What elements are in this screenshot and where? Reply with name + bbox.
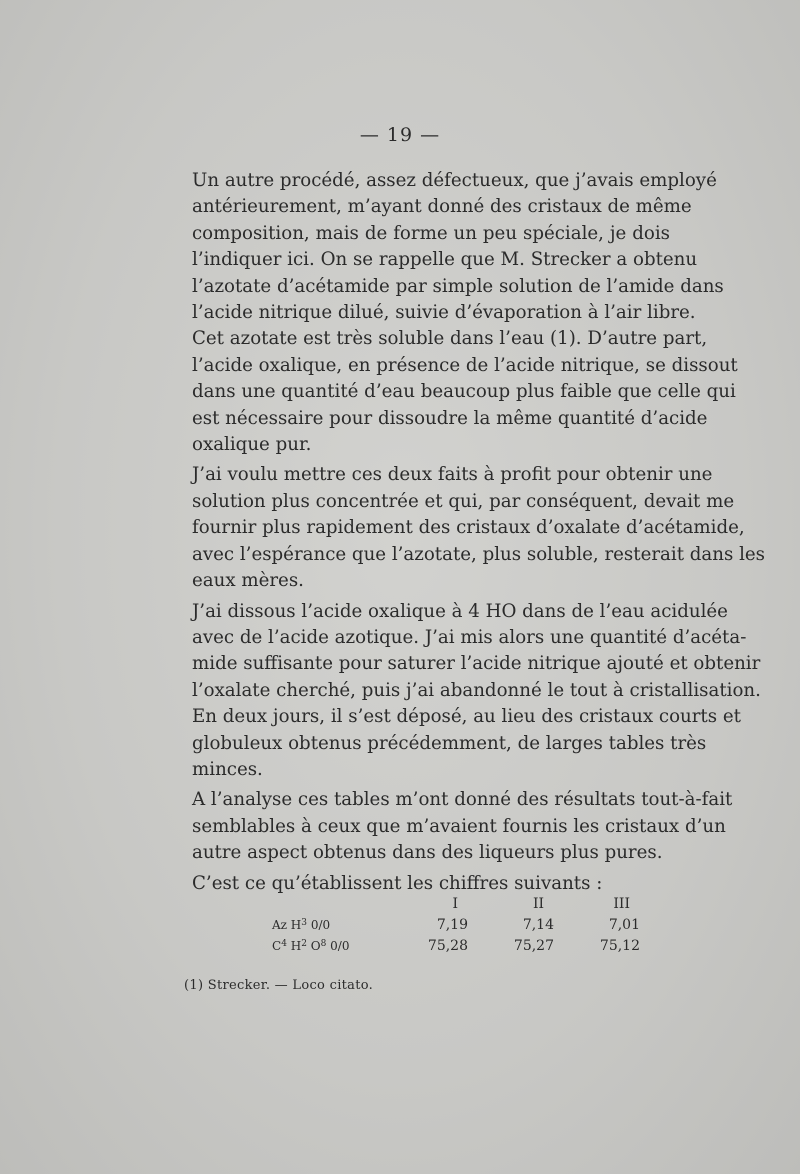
paragraph-1	[164, 168, 738, 458]
text-line: A l’analyse ces tables m’ont donné des résultats tout-à-fait	[192, 789, 733, 811]
text-line: oxalique pur.	[192, 434, 312, 456]
text-line: antérieurement, m’ayant donné des cristaux de même	[192, 196, 692, 218]
text-line: J’ai voulu mettre ces deux faits à profit pour obtenir une	[192, 464, 713, 486]
text-line: avec l’espérance que l’azotate, plus soluble, resterait dans les	[192, 543, 766, 565]
text-line: autre aspect obtenus dans des liqueurs plus pures.	[192, 842, 663, 864]
column-header: I	[452, 896, 458, 912]
page-number: — 19 —	[359, 124, 441, 146]
paragraph-4	[164, 787, 733, 866]
paragraph-2	[164, 462, 766, 594]
table-cell: 75,12	[599, 938, 640, 954]
text-line: fournir plus rapidement des cristaux d’oxalate d’acétamide,	[192, 517, 745, 539]
text-line: eaux mères.	[192, 570, 304, 592]
text-line: Un autre procédé, assez défectueux, que j’avais employé	[192, 170, 717, 191]
table-row	[272, 915, 640, 936]
text-line: globuleux obtenus précédemment, de larges tables très	[192, 732, 707, 754]
text-line: mide suffisante pour saturer l’acide nitrique ajouté et obtenir	[192, 653, 761, 675]
text-line: l’azotate d’acétamide par simple solution de l’amide dans	[192, 275, 724, 297]
table-header-row	[272, 894, 640, 915]
table-corner	[272, 894, 382, 915]
text-line: Cet azotate est très soluble dans l’eau (1). D’autre part,	[192, 328, 708, 350]
footnote: (1) Strecker. — Loco citato.	[184, 978, 374, 993]
body-text	[164, 168, 766, 897]
table-cell: 75,28	[427, 938, 468, 954]
text-line: C’est ce qu’établissent les chiffres suivants :	[192, 872, 603, 894]
column-header: II	[532, 896, 544, 912]
text-line: En deux jours, il s’est déposé, au lieu des cristaux courts et	[192, 706, 741, 728]
text-line: solution plus concentrée et qui, par conséquent, devait me	[192, 490, 735, 512]
table-cell: 7,14	[522, 917, 554, 933]
paragraph-3	[164, 599, 761, 784]
row-label: Az $H^3$ 0/0	[272, 918, 331, 932]
table-cell: 7,19	[436, 917, 468, 933]
table-row	[272, 936, 640, 957]
text-line: minces.	[192, 758, 263, 780]
text-line: J’ai dissous l’acide oxalique à 4 HO dans de l’eau acidulée	[192, 600, 728, 622]
text-line: l’oxalate cherché, puis j’ai abandonné le tout à cristallisation.	[192, 679, 761, 701]
text-line: avec de l’acide azotique. J’ai mis alors une quantité d’acéta-	[192, 626, 747, 648]
paragraph-5	[164, 871, 670, 897]
text-line: est nécessaire pour dissoudre la même quantité d’acide	[192, 407, 708, 429]
table-cell: 75,27	[513, 938, 554, 954]
text-line: l’acide oxalique, en présence de l’acide nitrique, se dissout	[192, 354, 738, 376]
text-line: l’acide nitrique dilué, suivie d’évaporation à l’air libre.	[192, 302, 696, 324]
analysis-table	[272, 894, 640, 957]
text-line: composition, mais de forme un peu spéciale, je dois	[192, 222, 670, 244]
text-line: l’indiquer ici. On se rappelle que M. Strecker a obtenu	[192, 249, 698, 271]
text-line: dans une quantité d’eau beaucoup plus faible que celle qui	[192, 381, 736, 403]
row-label: $C^4$ $H^2$ $O^8$ 0/0	[272, 939, 350, 953]
text-line: semblables à ceux que m’avaient fournis les cristaux d’un	[192, 815, 726, 837]
column-header: III	[613, 896, 630, 912]
table-cell: 7,01	[608, 917, 640, 933]
